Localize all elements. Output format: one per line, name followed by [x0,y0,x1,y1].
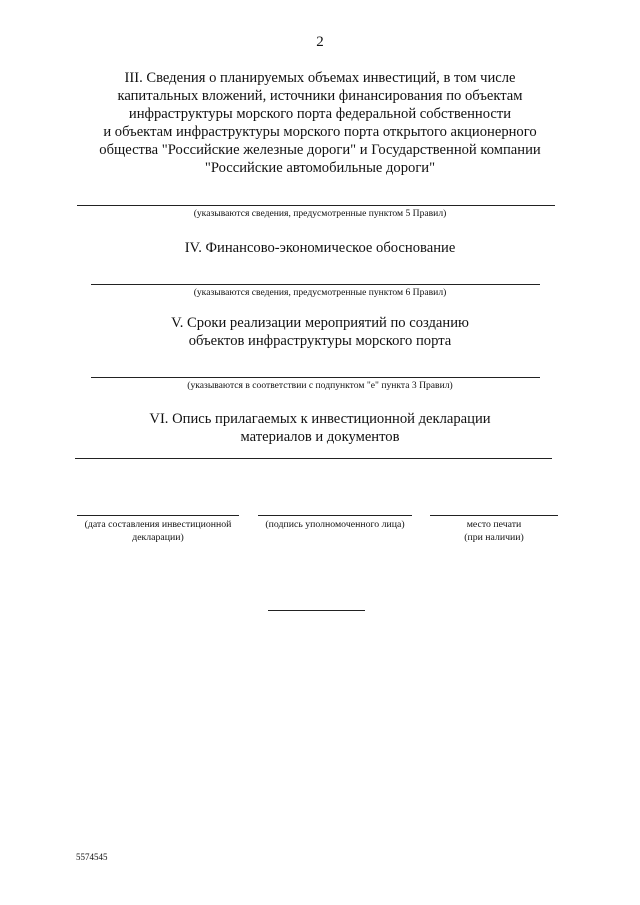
date-caption: (дата составления инвестиционной декларации) [84,519,232,543]
section-3-hint: (указываются сведения, предусмотренные пунктом 5 Правил) [193,208,447,219]
end-separator [268,610,365,611]
section-5-heading: V. Сроки реализации мероприятий по созданию объектов инфраструктуры морского порта [171,315,469,349]
document-code: 5574545 [76,852,108,862]
seal-line [430,515,558,516]
section-4-heading: IV. Финансово-экономическое обоснование [184,240,456,256]
seal-caption: место печати (при наличии) [464,519,524,543]
section-5-hint: (указываются в соответствии с подпунктом "е" пункта 3 Правил) [187,380,453,391]
page-number: 2 [316,34,324,50]
signature-line [258,515,412,516]
section-4-fill-line [91,284,540,285]
section-6-fill-line [75,458,552,459]
section-3-heading: III. Сведения о планируемых объемах инвестиций, в том числе капитальных вложений, источники финансирования по объектам инфраструктуры морского порта федеральной собственности и объектам инфраструктуры морского порта открытого акционерного общества "Российские железные дороги" и Государственной компании "Российские автомобильные дороги" [99,70,541,176]
section-6-heading: VI. Опись прилагаемых к инвестиционной декларации материалов и документов [149,411,491,445]
date-line [77,515,239,516]
section-4-hint: (указываются сведения, предусмотренные пунктом 6 Правил) [193,287,447,298]
signature-caption: (подпись уполномоченного лица) [265,519,405,530]
section-5-fill-line [91,377,540,378]
section-3-fill-line [77,205,555,206]
